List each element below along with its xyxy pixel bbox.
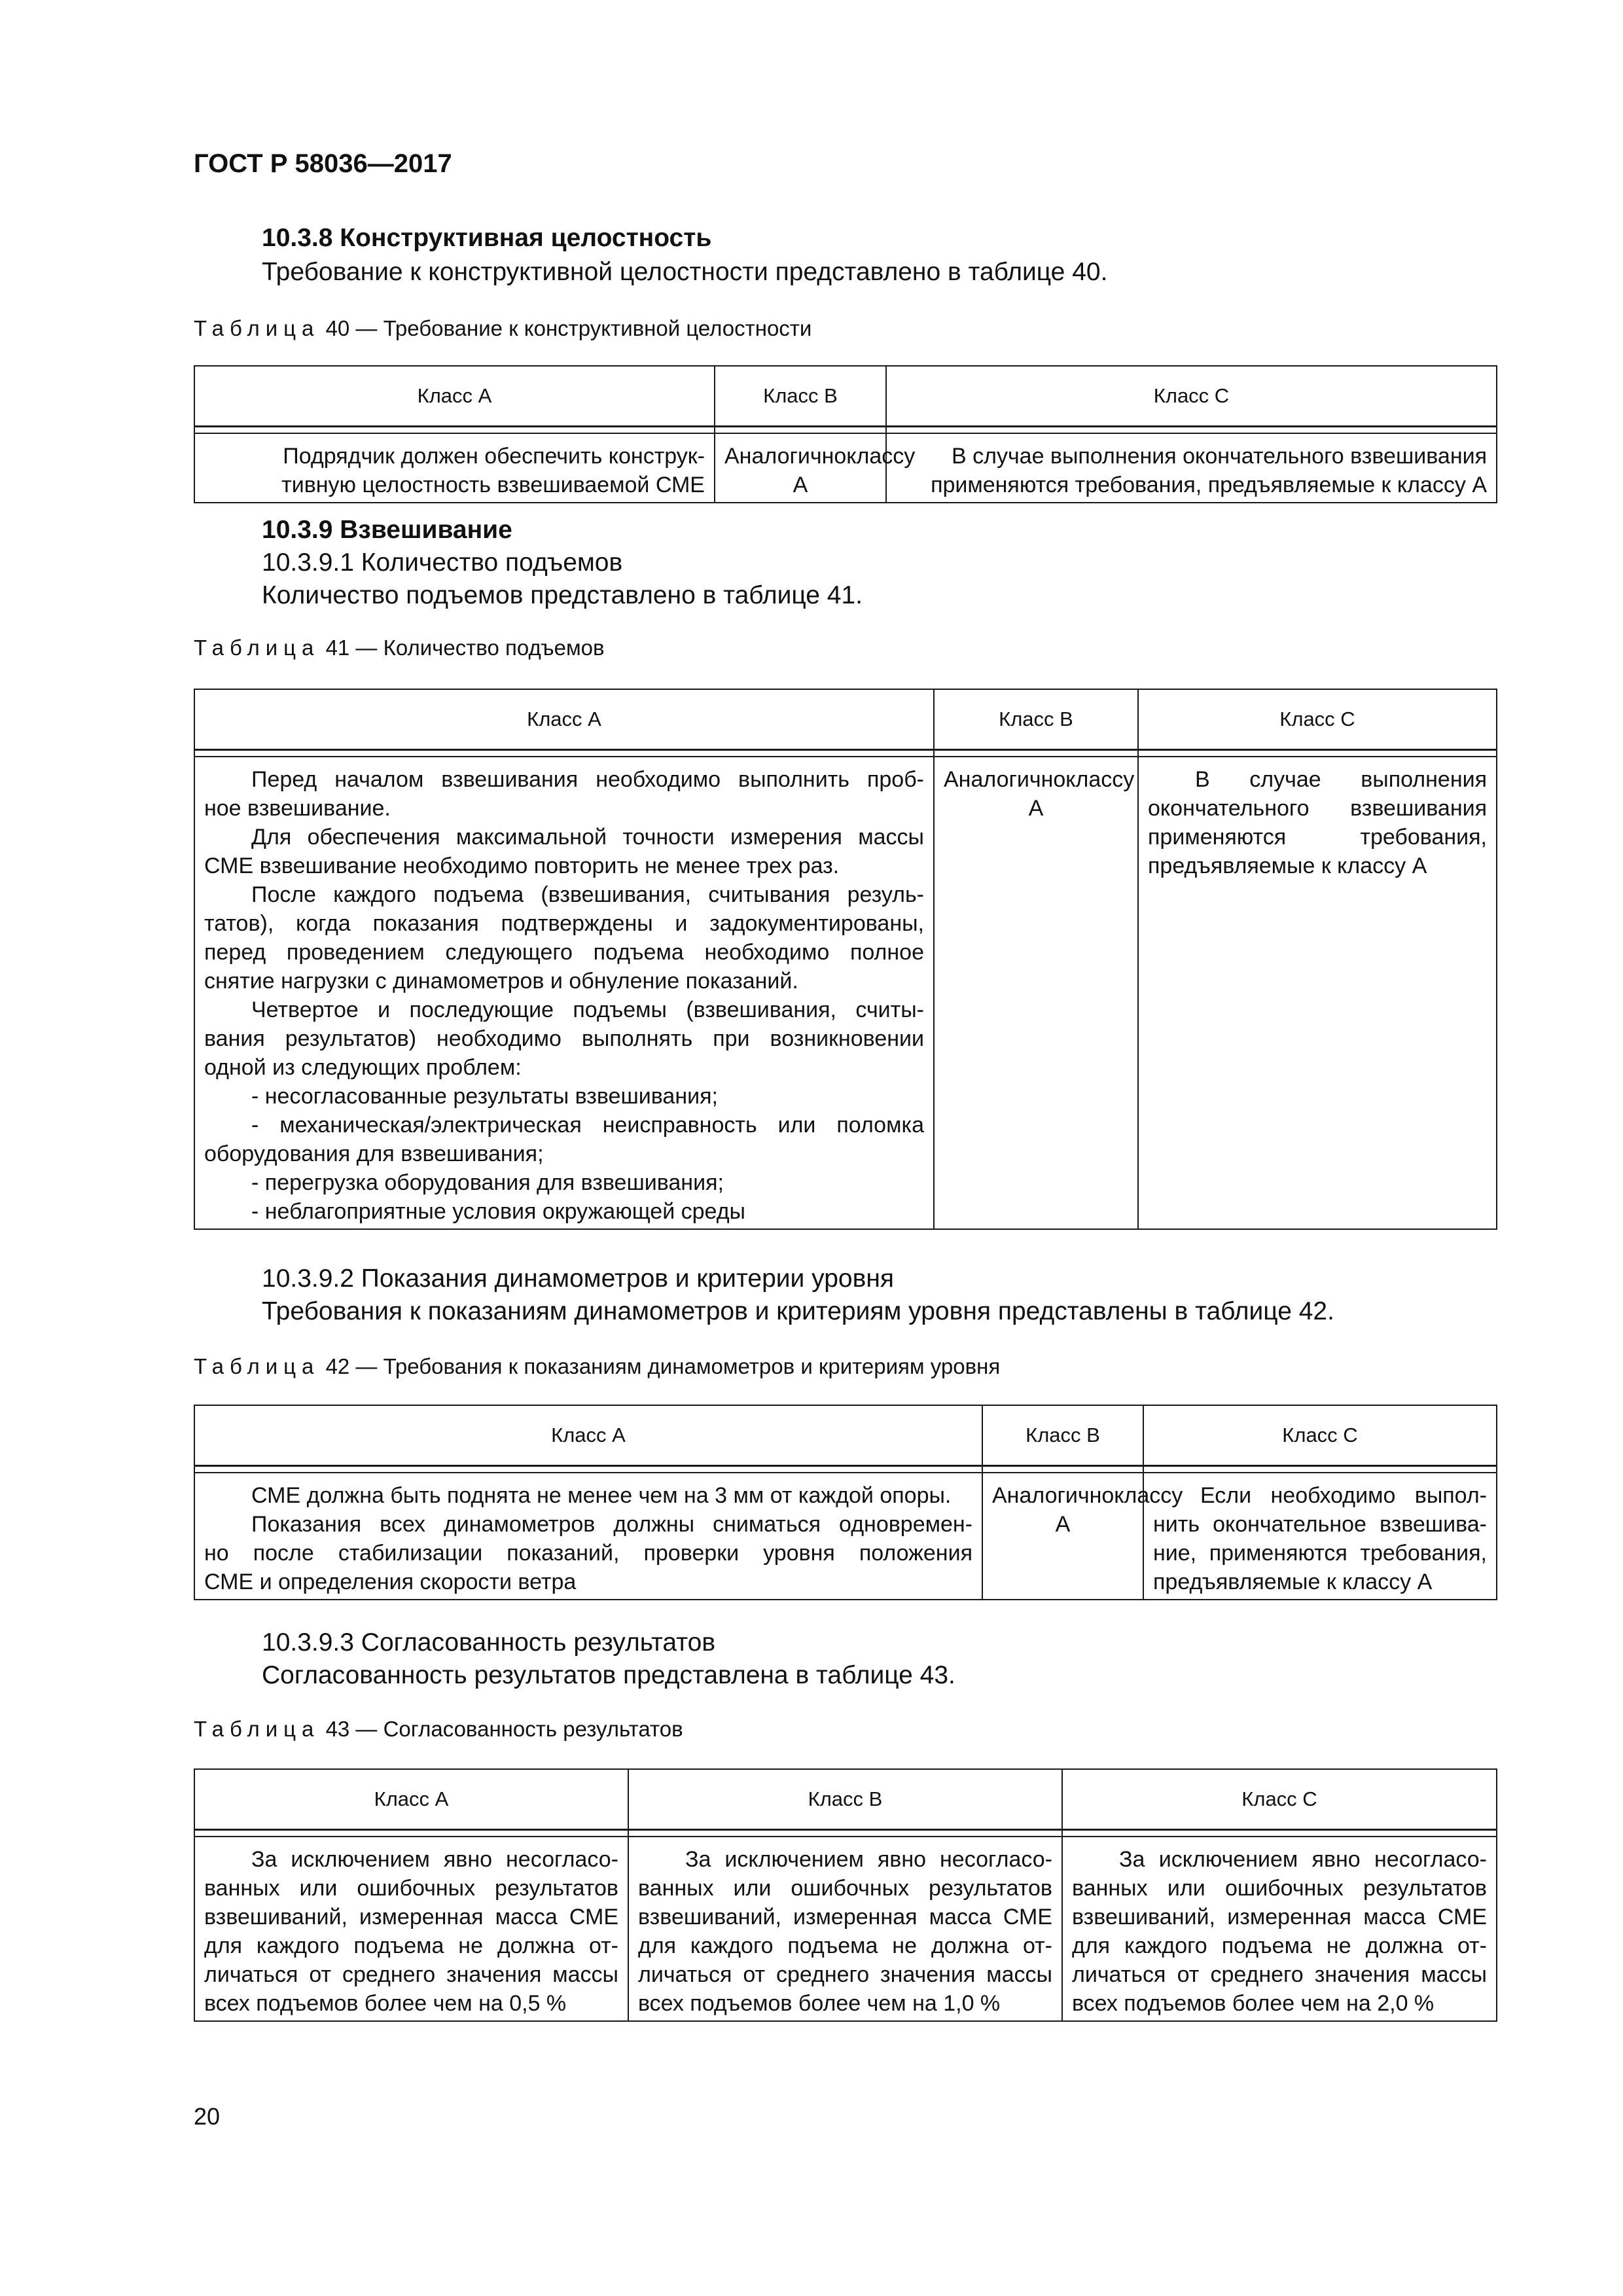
table-header-row <box>194 689 1497 749</box>
section-intro-10-3-9-2: Требования к показаниям динамометров и критериям уровня представлены в таблице 42. <box>262 1297 1334 1325</box>
cell-line: личаться от среднего значения массы <box>638 1962 1052 1987</box>
section-intro-10-3-9-3: Согласованность результатов представлена в таблице 43. <box>262 1661 955 1689</box>
cell-line: для каждого подъема не должна от- <box>204 1933 618 1958</box>
cell-line: - перегрузка оборудования для взвешивания; <box>251 1170 724 1195</box>
cell-line: В случае выполнения окончательного взвешивания <box>951 443 1487 469</box>
cell-line: За исключением явно несогласо- <box>685 1846 1052 1872</box>
cell-line: одной из следующих проблем: <box>204 1054 522 1080</box>
cell-line: всех подъемов более чем на 2,0 % <box>1072 1990 1435 2016</box>
table-caption-43 <box>194 1715 683 1744</box>
caption-word: Таблица <box>194 1354 320 1378</box>
section-heading-10-3-9: 10.3.9 Взвешивание <box>262 516 512 544</box>
cell-class-c <box>886 433 1497 503</box>
cell-line: ванных или ошибочных результатов <box>204 1875 618 1901</box>
subsection-heading-10-3-9-3: 10.3.9.3 Согласованность результатов <box>262 1628 716 1657</box>
cell-line: вания результатов) необходимо выполнять при возникновении <box>204 1026 924 1051</box>
cell-line: Аналогично <box>944 766 1066 792</box>
cell-line: СМЕ должна быть поднята не менее чем на 3 мм от каждой опоры. <box>251 1482 952 1508</box>
cell-line: оборудования для взвешивания; <box>204 1141 544 1166</box>
caption-text: 40 — Требование к конструктивной целостности <box>325 316 812 340</box>
caption-word: Таблица <box>194 316 320 340</box>
header-class-b: Класс В <box>982 1405 1143 1465</box>
header-class-b: Класс В <box>715 366 886 426</box>
header-class-a: Класс А <box>194 366 715 426</box>
cell-line: Для обеспечения максимальной точности измерения массы <box>251 824 924 850</box>
cell-line: личаться от среднего значения массы <box>1072 1962 1487 1987</box>
cell-class-b <box>715 433 916 503</box>
cell-line: СМЕ и определения скорости ветра <box>204 1569 577 1594</box>
cell-line: - несогласованные результаты взвешивания; <box>251 1083 718 1109</box>
cell-line: Подрядчик должен обеспечить конструк- <box>283 443 705 469</box>
cell-line: В случае выполнения <box>1195 766 1487 792</box>
table-row <box>194 757 1497 1229</box>
cell-line: всех подъемов более чем на 1,0 % <box>638 1990 1001 2016</box>
cell-text <box>992 1473 1183 1541</box>
cell-line: взвешиваний, измеренная масса СМЕ <box>1072 1904 1487 1929</box>
cell-text <box>204 757 924 1229</box>
cell-line: - механическая/электрическая неисправность или поломка <box>251 1112 924 1138</box>
cell-line: снятие нагрузки с динамометров и обнуление показаний. <box>204 968 798 994</box>
table-43 <box>194 1768 1497 2022</box>
table-header-row <box>194 1769 1497 1829</box>
section-intro-10-3-8: Требование к конструктивной целостности представлено в таблице 40. <box>262 258 1108 286</box>
table-row <box>194 1473 1497 1600</box>
cell-line: Четвертое и последующие подъемы (взвешивания, считы- <box>251 997 924 1022</box>
cell-class-a <box>194 1473 982 1600</box>
cell-class-a <box>194 1837 628 2021</box>
cell-line: но после стабилизации показаний, проверки уровня положения <box>204 1540 972 1566</box>
cell-class-a <box>194 433 715 503</box>
caption-word: Таблица <box>194 636 320 660</box>
table-header-row <box>194 366 1497 426</box>
table-caption-41 <box>194 634 605 662</box>
cell-line: - неблагоприятные условия окружающей среды <box>251 1198 745 1224</box>
header-class-c: Класс С <box>1143 1405 1497 1465</box>
table-row <box>194 1837 1497 2021</box>
header-class-b: Класс В <box>628 1769 1062 1829</box>
table-caption-42 <box>194 1352 1000 1381</box>
table-row <box>194 433 1497 503</box>
caption-word: Таблица <box>194 1717 320 1741</box>
cell-line: предъявляемые к классу А <box>1148 853 1427 878</box>
header-class-c: Класс С <box>886 366 1497 426</box>
cell-line: За исключением явно несогласо- <box>1119 1846 1487 1872</box>
cell-line: ванных или ошибочных результатов <box>1072 1875 1487 1901</box>
cell-line: Перед началом взвешивания необходимо выполнить проб- <box>251 766 924 792</box>
subsection-heading-10-3-9-2: 10.3.9.2 Показания динамометров и критерии уровня <box>262 1265 894 1293</box>
header-class-a: Класс А <box>194 1769 628 1829</box>
cell-line: ние, применяются требования, <box>1153 1540 1487 1566</box>
cell-line: классу А <box>793 443 916 497</box>
header-class-c: Класс С <box>1138 689 1497 749</box>
cell-class-c <box>1138 757 1497 1229</box>
cell-line: окончательного взвешивания <box>1148 795 1487 821</box>
cell-line: татов), когда показания подтверждены и задокументированы, <box>204 910 924 936</box>
cell-line: СМЕ взвешивание необходимо повторить не менее трех раз. <box>204 853 840 878</box>
cell-line: ванных или ошибочных результатов <box>638 1875 1052 1901</box>
section-heading-10-3-8: 10.3.8 Конструктивная целостность <box>262 224 712 252</box>
cell-line: ное взвешивание. <box>204 795 391 821</box>
header-class-a: Класс А <box>194 689 934 749</box>
cell-line: применяются требования, предъявляемые к классу А <box>931 472 1487 497</box>
cell-line: взвешиваний, измеренная масса СМЕ <box>204 1904 618 1929</box>
cell-class-b <box>628 1837 1062 2021</box>
cell-line: Показания всех динамометров должны сниматься одновремен- <box>251 1511 972 1537</box>
cell-class-b <box>934 757 1138 1229</box>
cell-line: нить окончательное взвешива- <box>1153 1511 1487 1537</box>
cell-line: Аналогично <box>992 1482 1115 1508</box>
cell-line: применяются требования, <box>1148 824 1487 850</box>
header-class-b: Класс В <box>934 689 1138 749</box>
document-header: ГОСТ Р 58036—2017 <box>194 149 452 178</box>
cell-text <box>896 434 1487 502</box>
caption-text: 41 — Количество подъемов <box>325 636 605 660</box>
cell-text <box>638 1837 1052 2020</box>
cell-text <box>1072 1837 1487 2020</box>
cell-text <box>204 434 705 502</box>
cell-line: личаться от среднего значения массы <box>204 1962 618 1987</box>
caption-text: 43 — Согласованность результатов <box>325 1717 683 1741</box>
cell-text <box>204 1473 972 1599</box>
cell-line: После каждого подъема (взвешивания, считывания резуль- <box>251 882 924 907</box>
cell-line: Аналогично <box>724 443 847 469</box>
table-caption-40 <box>194 314 812 343</box>
cell-line: взвешиваний, измеренная масса СМЕ <box>638 1904 1052 1929</box>
cell-line: перед проведением следующего подъема необходимо полное <box>204 939 924 965</box>
page-number: 20 <box>194 2103 221 2130</box>
cell-class-b <box>982 1473 1183 1600</box>
caption-text: 42 — Требования к показаниям динамометров и критериям уровня <box>325 1354 1001 1378</box>
header-class-a: Класс А <box>194 1405 982 1465</box>
cell-class-c <box>1143 1473 1497 1600</box>
section-intro-10-3-9-1: Количество подъемов представлено в таблице 41. <box>262 581 863 609</box>
cell-line: для каждого подъема не должна от- <box>638 1933 1052 1958</box>
cell-line: предъявляемые к классу А <box>1153 1569 1433 1594</box>
cell-line: За исключением явно несогласо- <box>251 1846 618 1872</box>
cell-line: для каждого подъема не должна от- <box>1072 1933 1487 1958</box>
table-header-row <box>194 1405 1497 1465</box>
header-class-c: Класс С <box>1062 1769 1497 1829</box>
cell-line: классу А <box>1055 1482 1183 1537</box>
table-42 <box>194 1405 1497 1600</box>
table-41 <box>194 689 1497 1230</box>
table-40 <box>194 365 1497 503</box>
cell-text <box>944 757 1135 825</box>
cell-class-a <box>194 757 934 1229</box>
cell-text <box>724 434 916 502</box>
cell-text <box>1153 1473 1487 1599</box>
cell-line: тивную целостность взвешиваемой СМЕ <box>281 472 705 497</box>
cell-class-c <box>1062 1837 1497 2021</box>
cell-line: Если необходимо выпол- <box>1200 1482 1487 1508</box>
cell-line: классу А <box>1028 766 1135 821</box>
cell-text <box>204 1837 618 2020</box>
cell-text <box>1148 757 1487 883</box>
subsection-heading-10-3-9-1: 10.3.9.1 Количество подъемов <box>262 548 623 577</box>
cell-line: всех подъемов более чем на 0,5 % <box>204 1990 567 2016</box>
